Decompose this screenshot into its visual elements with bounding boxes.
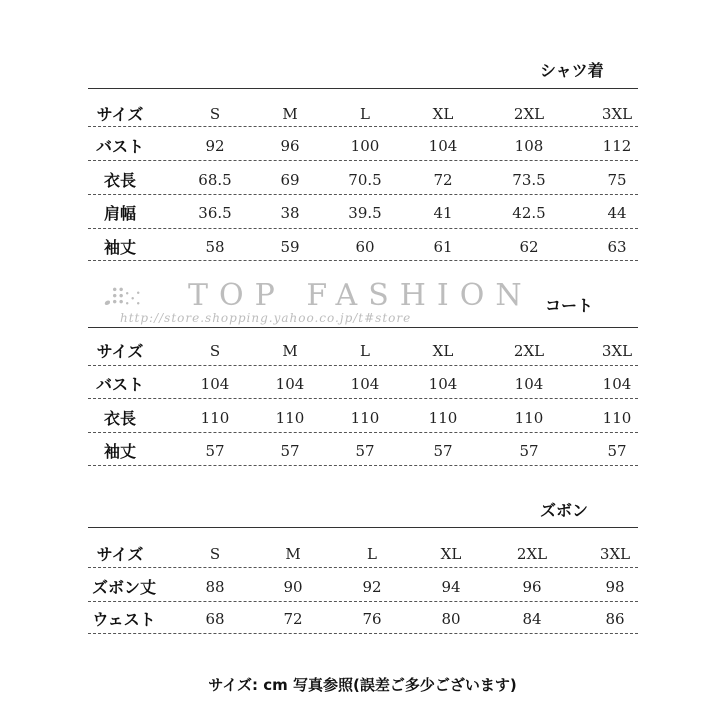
shirt-cell: 92: [205, 137, 225, 155]
shirt-cell: 63: [607, 238, 627, 256]
watermark-url: http://store.shopping.yahoo.co.jp/t#store: [120, 311, 412, 325]
coat-row-label-length: 衣長: [103, 409, 136, 428]
pants-divider-0: [88, 567, 638, 568]
pants-divider-2: [88, 633, 638, 634]
shirt-cell: 39.5: [348, 204, 382, 222]
coat-cell: 110: [200, 409, 230, 427]
shirt-cell: 112: [602, 137, 632, 155]
pants-cell: 96: [522, 578, 542, 596]
coat-divider-1: [88, 398, 638, 399]
shirt-header-label: サイズ: [96, 105, 144, 124]
coat-cell: 110: [514, 409, 544, 427]
coat-cell: 57: [205, 442, 225, 460]
shirt-cell: 58: [205, 238, 225, 256]
shirt-cell: 96: [280, 137, 300, 155]
shirt-cell: 59: [280, 238, 300, 256]
shirt-divider-2: [88, 194, 638, 195]
pants-cell: 76: [362, 610, 382, 628]
shirt-cell: 108: [514, 137, 544, 155]
shirt-cell: 36.5: [198, 204, 232, 222]
shirt-cell: 70.5: [348, 171, 382, 189]
shirt-cell: 72: [433, 171, 453, 189]
coat-col-2xl: 2XL: [513, 342, 545, 360]
coat-divider-3: [88, 465, 638, 466]
coat-cell: 110: [602, 409, 632, 427]
coat-top-rule: [88, 327, 638, 328]
shirt-col-l: L: [360, 105, 370, 123]
shirt-row-label-bust: バスト: [95, 137, 144, 156]
coat-col-xl: XL: [432, 342, 454, 360]
coat-divider-0: [88, 365, 638, 366]
coat-cell: 110: [428, 409, 458, 427]
shirt-divider-4: [88, 260, 638, 261]
shirt-divider-0: [88, 126, 638, 127]
coat-col-m: M: [282, 342, 298, 360]
pants-col-s: S: [209, 545, 221, 563]
paw-logo-icon: 𝅘 ⠿ ⁙: [104, 286, 137, 311]
shirt-cell: 41: [433, 204, 453, 222]
coat-cell: 57: [607, 442, 627, 460]
pants-cell: 94: [441, 578, 461, 596]
coat-header-label: サイズ: [96, 342, 144, 361]
shirt-col-xl: XL: [432, 105, 454, 123]
coat-cell: 57: [355, 442, 375, 460]
coat-col-3xl: 3XL: [601, 342, 633, 360]
shirt-cell: 100: [350, 137, 380, 155]
shirt-row-label-shoulder: 肩幅: [103, 204, 136, 223]
coat-cell: 57: [519, 442, 539, 460]
shirt-cell: 104: [428, 137, 458, 155]
shirt-col-s: S: [209, 105, 221, 123]
shirt-cell: 44: [607, 204, 627, 222]
coat-col-l: L: [360, 342, 370, 360]
shirt-cell: 38: [280, 204, 300, 222]
shirt-cell: 42.5: [512, 204, 546, 222]
coat-divider-2: [88, 432, 638, 433]
shirt-cell: 73.5: [512, 171, 546, 189]
pants-row-label-waist: ウェスト: [92, 610, 156, 629]
pants-col-m: M: [285, 545, 301, 563]
pants-col-l: L: [367, 545, 377, 563]
shirt-cell: 68.5: [198, 171, 232, 189]
coat-section-title: コート: [545, 296, 594, 315]
pants-cell: 84: [522, 610, 542, 628]
shirt-section-title: シャツ着: [540, 61, 604, 80]
coat-cell: 57: [280, 442, 300, 460]
coat-cell: 104: [275, 375, 305, 393]
size-footnote: サイズ: cm 写真参照(誤差ご多少ございます): [208, 676, 517, 694]
pants-cell: 80: [441, 610, 461, 628]
pants-row-label-inseam: ズボン丈: [91, 578, 156, 597]
watermark-brand: TOP FASHION: [188, 278, 533, 313]
shirt-cell: 61: [433, 238, 453, 256]
pants-divider-1: [88, 601, 638, 602]
pants-cell: 72: [283, 610, 303, 628]
shirt-cell: 75: [607, 171, 627, 189]
coat-cell: 57: [433, 442, 453, 460]
pants-cell: 88: [205, 578, 225, 596]
shirt-col-3xl: 3XL: [601, 105, 633, 123]
shirt-cell: 60: [355, 238, 375, 256]
coat-cell: 104: [350, 375, 380, 393]
pants-section-title: ズボン: [540, 501, 589, 520]
coat-cell: 104: [514, 375, 544, 393]
pants-col-2xl: 2XL: [516, 545, 548, 563]
shirt-divider-3: [88, 228, 638, 229]
shirt-col-m: M: [282, 105, 298, 123]
pants-cell: 90: [283, 578, 303, 596]
coat-cell: 104: [200, 375, 230, 393]
coat-cell: 110: [350, 409, 380, 427]
pants-col-xl: XL: [440, 545, 462, 563]
pants-cell: 68: [205, 610, 225, 628]
coat-cell: 104: [602, 375, 632, 393]
pants-header-label: サイズ: [96, 545, 144, 564]
shirt-top-rule: [88, 88, 638, 89]
pants-cell: 86: [605, 610, 625, 628]
coat-row-label-sleeve: 袖丈: [103, 442, 136, 461]
shirt-cell: 62: [519, 238, 539, 256]
pants-top-rule: [88, 527, 638, 528]
pants-cell: 98: [605, 578, 625, 596]
coat-cell: 104: [428, 375, 458, 393]
shirt-cell: 69: [280, 171, 300, 189]
shirt-row-label-length: 衣長: [103, 171, 136, 190]
shirt-col-2xl: 2XL: [513, 105, 545, 123]
pants-col-3xl: 3XL: [599, 545, 631, 563]
shirt-divider-1: [88, 160, 638, 161]
coat-cell: 110: [275, 409, 305, 427]
pants-cell: 92: [362, 578, 382, 596]
coat-row-label-bust: バスト: [95, 375, 144, 394]
shirt-row-label-sleeve: 袖丈: [103, 238, 136, 257]
coat-col-s: S: [209, 342, 221, 360]
